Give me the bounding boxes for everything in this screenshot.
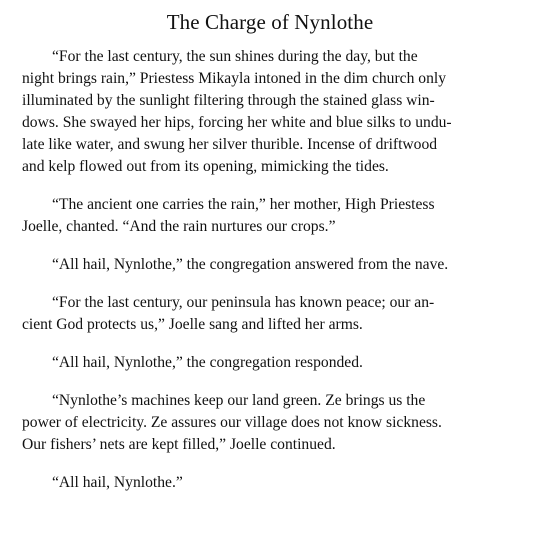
paragraph-line: “The ancient one carries the rain,” her mother, High Priestess	[52, 196, 435, 213]
paragraph-3	[22, 254, 518, 276]
paragraph-line: “All hail, Nynlothe,” the congregation responded.	[52, 354, 363, 371]
paragraph-line: late like water, and swung her silver thurible. Incense of driftwood	[22, 136, 438, 153]
paragraph-line: dows. She swayed her hips, forcing her white and blue silks to undu-	[22, 114, 452, 131]
paragraph-line: “For the last century, our peninsula has known peace; our an-	[52, 294, 435, 311]
document-title: The Charge of Nynlothe	[166, 10, 374, 34]
paragraph-6	[22, 390, 518, 456]
paragraph-line: “All hail, Nynlothe.”	[52, 474, 183, 491]
paragraph-line: night brings rain,” Priestess Mikayla intoned in the dim church only	[22, 70, 446, 87]
paragraph-line: cient God protects us,” Joelle sang and lifted her arms.	[22, 316, 363, 333]
paragraph-4	[22, 292, 518, 336]
paragraph-7	[22, 472, 518, 494]
paragraph-line: and kelp flowed out from its opening, mimicking the tides.	[22, 158, 389, 175]
paragraph-line: power of electricity. Ze assures our village does not know sickness.	[22, 414, 442, 431]
paragraph-line: illuminated by the sunlight filtering through the stained glass win-	[22, 92, 435, 109]
paragraph-line: Joelle, chanted. “And the rain nurtures our crops.”	[22, 218, 336, 235]
paragraph-line: “For the last century, the sun shines during the day, but the	[52, 48, 418, 65]
paragraph-line: Our fishers’ nets are kept filled,” Joelle continued.	[22, 436, 336, 453]
paragraph-line: “All hail, Nynlothe,” the congregation answered from the nave.	[52, 256, 449, 273]
paragraph-2	[22, 194, 518, 238]
paragraph-5	[22, 352, 518, 374]
paragraph-line: “Nynlothe’s machines keep our land green. Ze brings us the	[52, 392, 426, 409]
paragraph-1	[22, 46, 518, 178]
